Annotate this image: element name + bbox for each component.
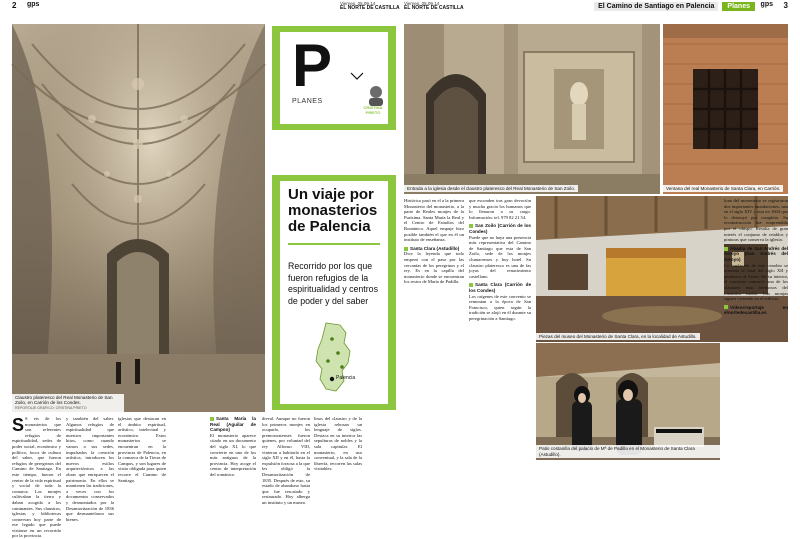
- headline-panel: [280, 181, 388, 404]
- bullet-icon: [724, 247, 728, 251]
- cloister-image: [12, 24, 265, 412]
- section-badge: Planes: [722, 2, 755, 11]
- article-column-6: [404, 198, 464, 516]
- headline-box: [272, 175, 396, 410]
- column-text: Los orígenes de este convento se remontan a la época de San Francisco, quien según la tradición se alojó en él durante su peregrinación a Santiago.: [469, 293, 531, 321]
- window-image: [663, 24, 788, 194]
- dateline-left: [340, 1, 400, 11]
- province-map: [288, 321, 380, 393]
- article-column-1: [12, 415, 61, 539]
- author-avatar: [366, 84, 386, 106]
- section-header: [594, 1, 755, 12]
- column-text: lona del monasterio se registraron dos importantes inundaciones, una en el siglo XIV y otra en 1604 que lo destruyó por completo. Su reconstrucción fue emprendida por el obispo. Resulta de gran interés el conjunto de retablos y pinturas que conserva la iglesia.: [724, 198, 788, 243]
- article-column-5: [314, 416, 362, 516]
- author-name: CRISTINA PRIETO: [363, 105, 383, 115]
- entrance-caption: Entrada a la iglesia desde el claustro plateresco del Real Monasterio de San Zoilo.: [404, 185, 578, 192]
- column-text: El monasterio aparece citado en un documento del siglo XI, lo que convierte en uno de los más antiguos de la provincia. Hoy acoge el centro de interpretación del románico.: [210, 432, 256, 477]
- paper-name: EL NORTE DE CASTILLA: [340, 5, 400, 11]
- column-text: Dice la leyenda que todo empezó con el paso por las cercanías de los peregrinos y el rey. Es en la capilla del monasterio donde se encuentran los restos de María de Padilla.: [404, 251, 464, 285]
- window-photo: [663, 24, 788, 194]
- courtyard-photo: [536, 343, 720, 460]
- section-subhead: Abadía de San Andrés del Arroyo (San Andrés del Arroyo): [724, 245, 788, 262]
- column-text: linos del claustro y de la iglesia rebosan un lenguaje de siglos. Destaca en su interior las sepulturas de nobles y la sala capitular. El monasterio, en uso conventual, y la sala de la librería, recorren las salas visitables.: [314, 416, 362, 472]
- article-column-4: [262, 416, 310, 516]
- column-text: iglesias que destacan en el ámbito espiritual, artístico, intelectual y económico. Estos monasterios se encuentran en la provincia de Palencia, en la comarca de la Tierra de Campos, y son lugares de visita obligada para quien recorre el Camino de Santiago.: [118, 416, 166, 483]
- entrance-photo: [404, 24, 660, 194]
- article-column-7: [469, 198, 531, 516]
- section-subhead: Santa María la Real (Aguilar de Campoo): [210, 416, 256, 433]
- date-text: Viernes, 05.09.14: [404, 1, 440, 6]
- cloister-photo: [12, 24, 265, 412]
- chevron-down-icon: [350, 72, 364, 80]
- bullet-icon: [210, 417, 214, 421]
- column-text: dieval. Aunque no fueron los primeros monjes en ocuparlo, los premostratenses fueron quienes, por voluntad del rey Alfonso VIII, vinieron a habitarlo en el siglo XII y en él, hasta la expulsión forzosa a la que les obligó la Desamortización de 1835. Después de esto, su estado de abandono hasta que fue rescatado y restaurado. Hoy alberga un instituto y un museo.: [262, 416, 310, 505]
- brand-label-left: gps: [27, 1, 40, 8]
- caption-text: Claustro plateresco del Real Monasterio de San Zoilo, en Carrión de los Condes.: [15, 394, 113, 406]
- entrance-image: [404, 24, 660, 194]
- article-column-8: [724, 198, 788, 516]
- column-text: y también del saber. Algunos refugios de espiritualidad que nuestros importantes hitos, como cuando vamos a sus sedes, impulsados la creación artística, introducen los nuevos estilos arquitectónicos a las obras que enriquecen el patrimonio. En ellos se mantienen las tradiciones, a veces con los documentos conservados y desmontados por la Desamortización de 1836 que desmantelaron sus bienes.: [66, 416, 114, 522]
- drop-cap: S: [12, 415, 25, 435]
- section-subhead: San Zoilo (Carrión de los Condes): [469, 223, 531, 234]
- map-label: Palencia: [336, 375, 356, 381]
- date-text: Viernes, 05.09.14: [340, 1, 376, 6]
- page-number-left: 2: [12, 1, 17, 10]
- column-text: Puede que no haya una presencia más representativa del Camino de Santiago que esta de San Zoilo, sede de los monjes cluniacenses y hoy hotel. Su claustro plateresco es una de las joyas del renacimiento castellano.: [469, 234, 531, 279]
- section-subhead: Santa Clara (Astudillo): [404, 246, 464, 252]
- photo-credit: REPORTAJE GRÁFICO: CRISTINA PRIETO: [15, 405, 87, 410]
- series-title: El Camino de Santiago en Palencia: [594, 2, 718, 11]
- courtyard-caption: Patio costanilla del palacio de Mª de Padilla en el Monasterio de Santa Clara (Astudillo).: [536, 445, 720, 458]
- article-column-2: [66, 416, 114, 522]
- column-text: La fundación de este cenobio se remonta al final del siglo XII y pertenece al Cister. En su interior, el convento conserva uno de los claustros más hermosos del románico tardío. Las monjas siguen viviendo en el edificio.: [724, 262, 788, 302]
- subheadline: Recorrido por los que fueron refugios de la espiritualidad y centros de poder y del saber: [288, 261, 378, 306]
- bullet-icon: [404, 247, 408, 251]
- page-number-right: 3: [783, 1, 788, 10]
- courtyard-image: [536, 343, 720, 460]
- bullet-icon: [469, 283, 473, 287]
- section-subhead: Santa Clara (Carrión de los Condes): [469, 282, 531, 293]
- bullet-icon: [469, 224, 473, 228]
- video-link[interactable]: Vídeorreportaje en elnortedecastilla.es: [724, 304, 788, 316]
- logo-panel: [280, 32, 388, 124]
- column-text: Histórico pasó en el a la primera Monasterio del monasterio, a la parte de Reales monjes de la Purísima. Santa María la Real y el Centro de Estudios del Románico. Aquel empuje hizo posible también el que en él un instituto de enseñanza.: [404, 198, 464, 243]
- paper-name: EL NORTE DE CASTILLA: [404, 5, 464, 11]
- bullet-icon: [724, 305, 728, 309]
- dateline-right: [404, 1, 464, 11]
- brand-label-right: gps: [760, 1, 773, 8]
- logo-letter: P: [292, 32, 333, 99]
- article-column-3b: [210, 416, 256, 516]
- column-text: S eis de los monasterios que son referentes refugios de espiritualidad, sedes de poder social, económico y político, focos de cultura del saber, que fueron refugios de peregrinos del Camino de Santiago. En este tiempo, fueron el centro de la vida espiritual y social de toda la comarca. Los monjes cultivaban la tierra y daban acogida a los caminantes. Sus claustros, iglesias y bibliotecas conservan hoy parte de ese legado que puede visitarse en un recorrido por la provincia.: [12, 416, 61, 539]
- page-header: [0, 0, 800, 13]
- column-text: que esconden tras gran devoción y mucha gracia los humanos que lo llenaron a su cargo. Información: tel. 979 82 21 54.: [469, 198, 531, 220]
- museum-caption: Piezas del museo del Monasterio de Santa Clara, en la localidad de Astudillo.: [536, 333, 700, 340]
- logo-word: PLANES: [292, 98, 323, 105]
- divider: [288, 243, 380, 245]
- planes-logo: [272, 26, 396, 130]
- window-caption: Ventana del real Monasterio de Santa Clara, en Carrión.: [663, 185, 783, 192]
- article-column-3: [118, 416, 166, 516]
- headline: Un viaje por monasterios de Palencia: [288, 186, 378, 235]
- cloister-caption: [12, 394, 124, 412]
